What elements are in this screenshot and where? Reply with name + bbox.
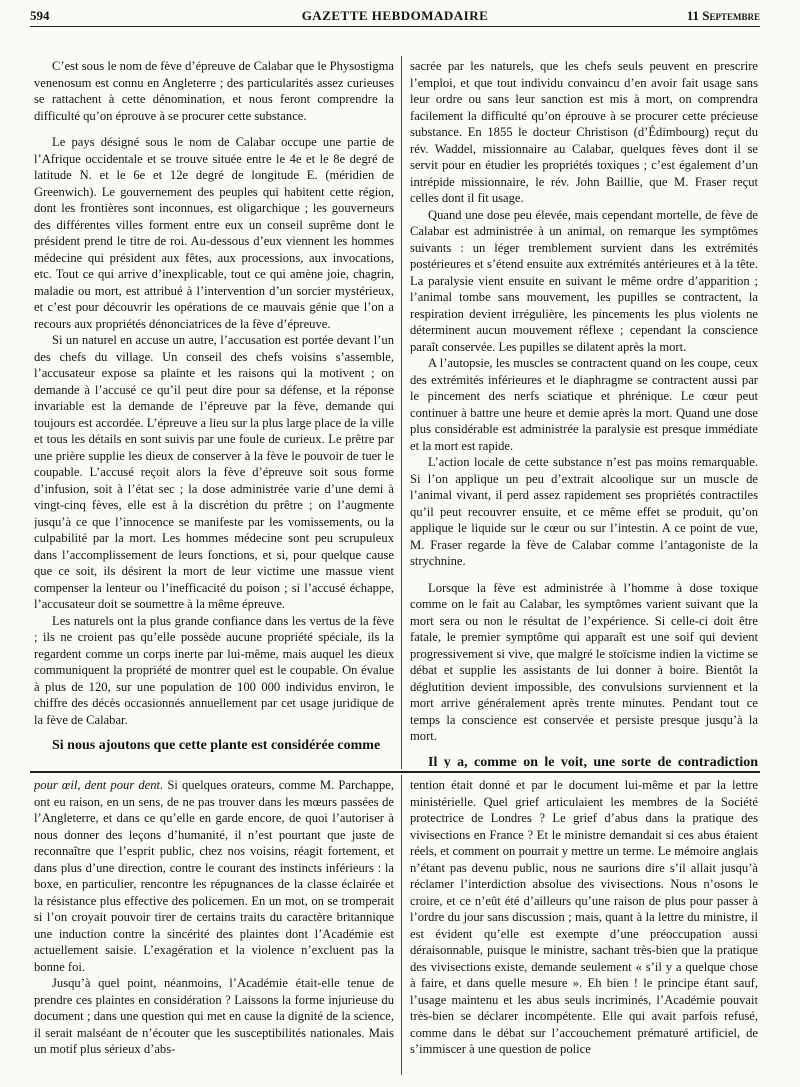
feuilleton-column-left — [34, 777, 394, 1079]
feuilleton-column-right — [410, 777, 758, 1079]
paragraph: Le pays désigné sous le nom de Calabar occupe une partie de l’Afrique occidentale et se trouve située entre le 4e et le 8e degré de latitude N. et le 6e et 12e degré de longitude E. (méridien de Greenwich). Le gouvernement des peuples qui habitent cette région, dont les frontières sont inconnues, est oligarchique ; les gouverneurs des différentes villes forment entre eux un conseil suprême dont le président prend le titre de roi. Au-dessous d’eux viennent les hommes médecine qui président aux fêtes, aux processions, aux invocations, etc. Tout ce qui arrive d’inexplicable, tout ce qui amène joie, chagrin, maladie ou mort, est attribué à l’intervention d’un sorcier mystérieux, et c’est pour découvrir les opérations de ce mauvais génie que l’on a recours aux propriétés dénonciatrices de la fève d’épreuve. — [34, 135, 394, 331]
paragraph: Si un naturel en accuse un autre, l’accusation est portée devant l’un des chefs du village. Un conseil des chefs voisins s’assemble, l’accusateur expose sa plainte et les raisons qui la motivent ; on demande à l’accusé ce qu’il peut dire pour sa défense, et la réponse invariable est la demande de l’épreuve par la fève, demande qui toujours est accordée. L’épreuve a lieu sur la plus large place de la ville et tous les détails en sont suivis par une foule de curieux. Le prêtre par une prière supplie les dieux de conserver à la fève le pouvoir de tuer le coupable. L’accusé reçoit alors la fève d’épreuve soit sous forme d’infusion, soit à l’état sec ; la dose administrée varie d’une demi à vingt-cinq fèves, elle est à la discrétion du prêtre ; on l’augmente jusqu’à ce que l’innocence se manifeste par les vomissements, ou la culpabilité par la mort. Les hommes médecine sont peu scrupuleux dans l’accomplissement de leurs fonctions, et si, pour quelque cause que ce soit, ils désirent la mort de leur victime une massue vient compenser la lenteur ou l’inefficacité du poison ; si l’accusé échappe, l’accusateur doit se soumettre à la même épreuve. — [34, 333, 394, 611]
italic-lead: pour œil, dent pour dent. — [34, 778, 164, 792]
paragraph — [34, 777, 394, 975]
paragraph: C’est sous le nom de fève d’épreuve de Calabar que le Physostigma venenosum est connu en Angleterre ; des particularités assez curieuses se rattachent à cette dénomination, et nous feront comprendre la difficulté qu’on éprouve à se procurer cette substance. — [34, 59, 394, 123]
page-header — [30, 4, 760, 26]
paragraph-continued: Si nous ajoutons que cette plante est considérée comme — [52, 738, 381, 753]
paragraph: A l’autopsie, les muscles se contractent quand on les coupe, ceux des extrémités inférieures et le diaphragme se contractent aussi par le pincement des nerfs sciatique et phrénique. Le cœur peut continuer à battre une heure et demie après la mort. Quand une dose plus considérable est administrée la paralysie est presque immédiate et la mort est rapide. — [410, 356, 758, 453]
paragraph: Quand une dose peu élevée, mais cependant mortelle, de fève de Calabar est administrée à un animal, on remarque les symptômes suivants : un léger tremblement survient dans les extrémités postérieures et s’étend ensuite aux extrémités antérieures et à la tête. La paralysie vient ensuite en suivant le même ordre d’apparition ; l’animal tombe sans mouvement, les pupilles se contractent, la respiration devient irrégulière, les pincements les plus violents ne déterminent aucun mouvement réflexe ; cependant la conscience paraît conservée. Les pupilles se dilatent après la mort. — [410, 207, 758, 354]
paragraph: tention était donné et par le document lui-même et par la lettre ministérielle. Quel grief articulaient les membres de la Société protectrice de Londres ? Le grief d’abus dans la pratique des vivisections en France ? Et le ministre demandait si ces abus étaient réels, et comment on pourrait y mettre un terme. Le mémoire anglais n’étant pas devenu public, nous ne saurions dire s’il allait jusqu’à réclamer l’interdiction absolue des vivisections. Nous n’osons le croire, et ce n’eût été d’ailleurs qu’une raison de plus pour passer à l’ordre du jour sans discussion ; mais, quant à la lettre du ministre, il est évident qu’elle est exempte d’une préoccupation aussi déraisonnable, puisque le ministre, sachant très-bien que la pratique des vivisections existe, demande seulement « s’il y a quelque chose à faire, et dans quelle mesure ». Eh bien ! le principe étant sauf, l’usage maintenu et les abus seuls incriminés, l’Académie pouvait très-bien se déclarer incompétente. Elle qui avait parfois refusé, comme dans le débat sur l’accouchement prématuré artificiel, de s’immiscer à une question de police — [410, 778, 758, 1056]
paragraph: sacrée par les naturels, que les chefs seuls peuvent en prescrire l’emploi, et que tout individu convaincu d’en avoir fait usage sans leur ordre ou sans leur sanction est mis à mort, on comprendra facilement la difficulté qu’on éprouve à se procurer cette précieuse substance. En 1855 le docteur Christison (d’Édimbourg) reçut du rév. Waddel, missionnaire au Calabar, quelques fèves dont il se servit pour en étudier les propriétés toxiques ; c’est également d’un intrépide missionnaire, le rév. John Baillie, que M. Fraser reçut celles dont il fit usage. — [410, 59, 758, 205]
header-rule — [30, 26, 760, 27]
section-divider — [30, 771, 760, 773]
paragraph: Lorsque la fève est administrée à l’homme à dose toxique comme on le fait au Calabar, les symptômes varient suivant que la mort sera ou non le résultat de l’expérience. Si celle-ci doit être fatale, le premier symptôme qui apparaît est une soif qui devient progressivement si vive, que malgré le stoïcisme indien la victime se débat et supplie les assistants de lui donner à boire. Bientôt la déglutition devient impossible, des convulsions surviennent et la mort arrive généralement après trente minutes. Pendant tout ce temps la conscience est conservée et persiste presque jusqu’à la mort. — [410, 580, 758, 743]
paragraph-continued: Il y a, comme on le voit, une sorte de contradiction — [428, 754, 758, 768]
paragraph: Les naturels ont la plus grande confiance dans les vertus de la fève ; ils ne croient pas qu’elle possède aucune propriété spéciale, ils la regardent comme un corps inerte par lui-même, mais auquel les dieux communiquent la propriété de montrer quel est le coupable. On évalue à plus de 120, sur une population de 100 000 individus environ, le chiffre des décès occasionnés annuellement par cet usage juridique de la fève de Calabar. — [34, 613, 394, 727]
page-number: 594 — [30, 8, 50, 23]
article-column-left — [34, 58, 394, 768]
column-divider-bottom — [401, 775, 402, 1075]
issue-date: 11 Septembre — [686, 8, 760, 23]
paragraph: Jusqu’à quel point, néanmoins, l’Académie était-elle tenue de prendre ces plaintes en considération ? Laissons la forme injurieuse du document ; dans une question qui met en cause la dignité de la science, il serait malséant de n’écouter que les susceptibilités nationales. Mais un motif plus sérieux d’abs- — [34, 976, 394, 1056]
article-column-right — [410, 58, 758, 768]
journal-title: GAZETTE HEBDOMADAIRE — [301, 8, 489, 23]
paragraph: L’action locale de cette substance n’est pas moins remarquable. Si l’on applique un peu d’extrait alcoolique sur un muscle de l’animal vivant, il perd assez rapidement ses propriétés contractiles qu’il peut recouvrer ensuite, et ce même effet se produit, qu’on applique le liquide sur le cœur ou sur l’intestin. A ce point de vue, M. Fraser regarde la fève de Calabar comme l’antagoniste de la strychnine. — [410, 455, 758, 568]
paragraph-text: Si quelques orateurs, comme M. Parchappe, ont eu raison, en un sens, de ne pas trouver dans les mœurs passées de l’Angleterre, et dans ce qu’elle en garde encore, de quoi l’autoriser à nous donner des leçons d’humanité, il n’est pourtant que juste de reconnaître que l’esprit public, chez nos voisins, réagit fortement, et dans plus d’une direction, contre le courant des instincts inférieurs : la boxe, en particulier, rencontre les répugnances de la classe éclairée et la résistance plus effective des policemen. En un mot, on se tromperait si l’on croyait pouvoir tirer de certains traits du caractère britannique une induction contre la sincérité des plaintes dont l’Académie est actuellement saisie. L’exagération et la violence n’excluent pas la bonne foi. — [34, 778, 394, 974]
column-divider-top — [401, 56, 402, 769]
